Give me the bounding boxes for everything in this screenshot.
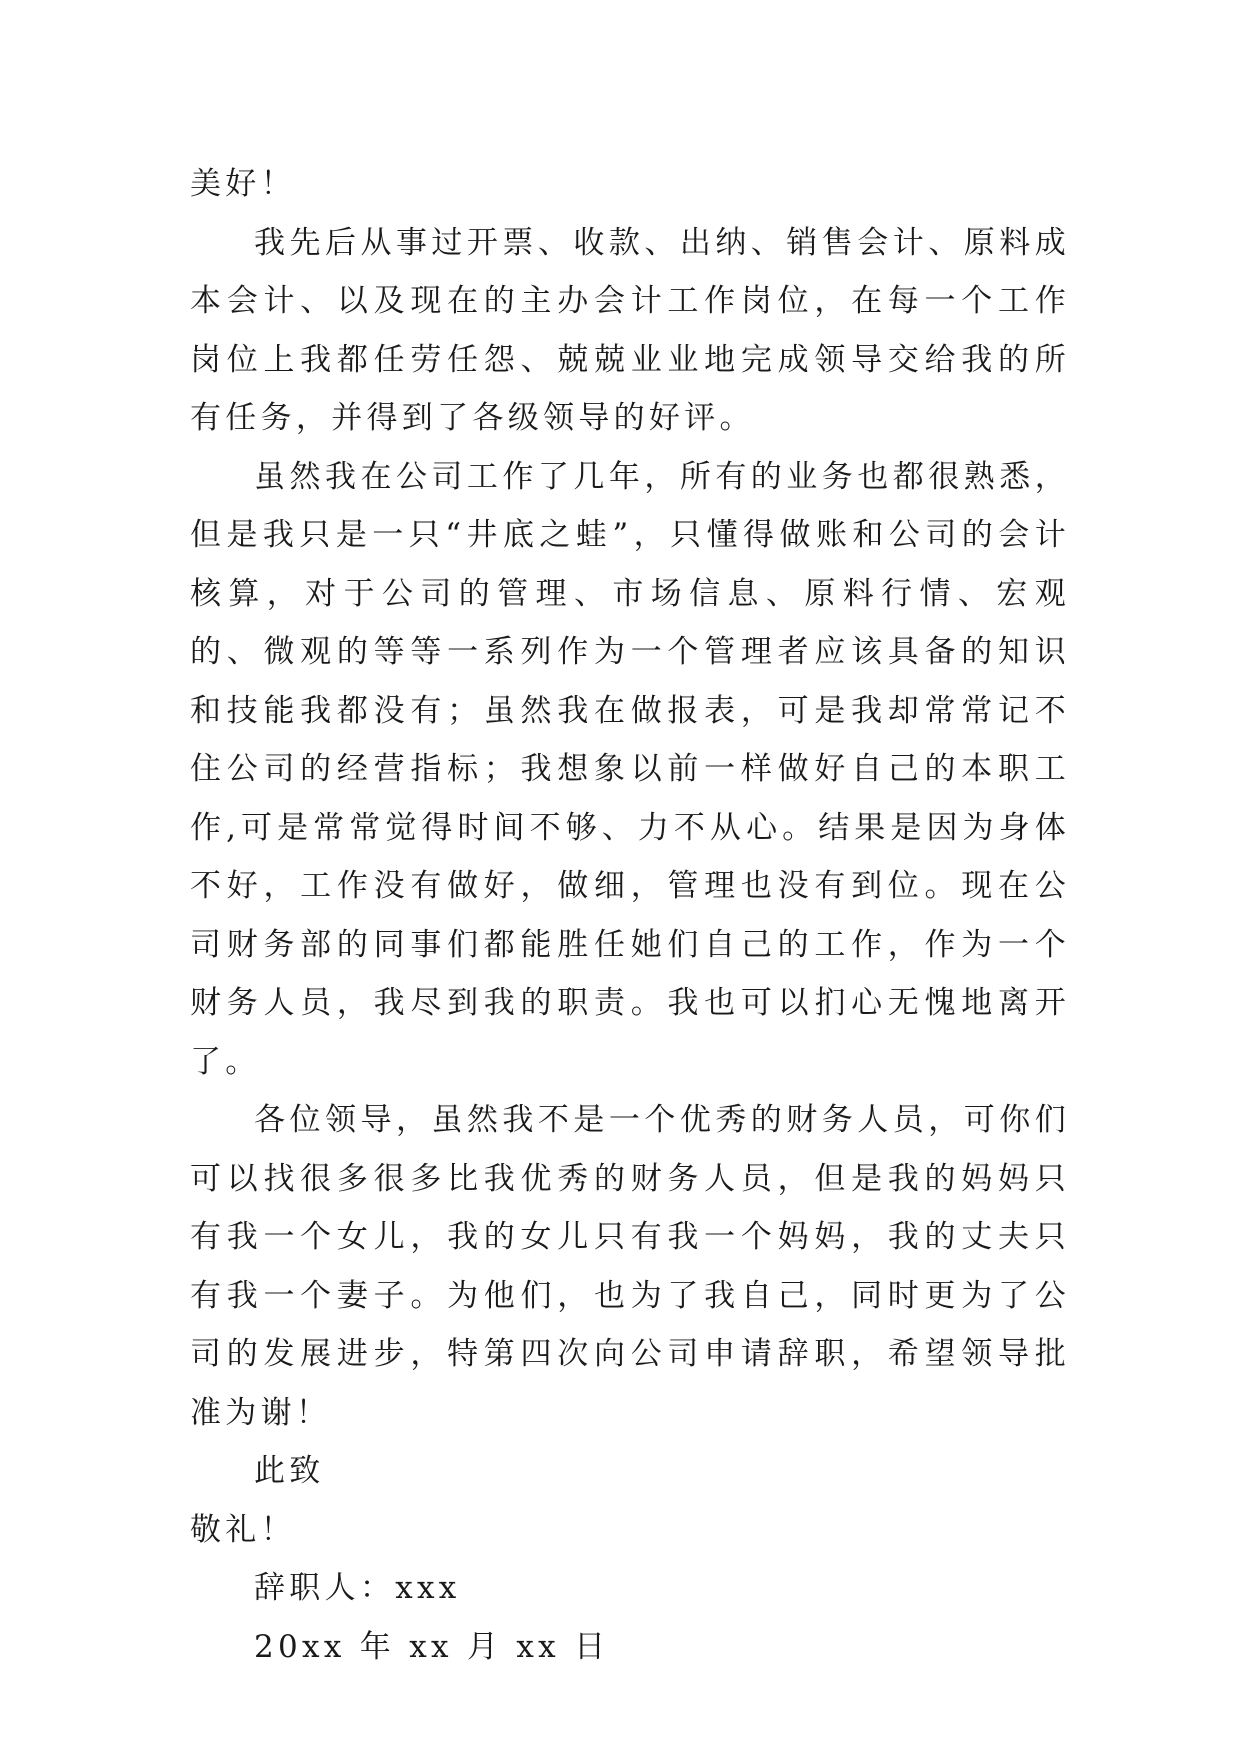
- paragraph-request: 各位领导，虽然我不是一个优秀的财务人员，可你们可以找很多很多比我优秀的财务人员，但是我的妈妈只有我一个女儿，我的女儿只有我一个妈妈，我的丈夫只有我一个妻子。为他们，也为了我自己，同时更为了公司的发展进步，特第四次向公司申请辞职，希望领导批准为谢！: [190, 1102, 1070, 1431]
- paragraph-reflection: 虽然我在公司工作了几年，所有的业务也都很熟悉，但是我只是一只“井底之蛙”，只懂得做账和公司的会计核算，对于公司的管理、市场信息、原料行情、宏观的、微观的等等一系列作为一个管理者应该具备的知识和技能我都没有；虽然我在做报表，可是我却常常记不住公司的经营指标；我想象以前一样做好自己的本职工作,可是常常觉得时间不够、力不从心。结果是因为身体不好，工作没有做好，做细，管理也没有到位。现在公司财务部的同事们都能胜任她们自己的工作，作为一个财务人员，我尽到我的职责。我也可以扪心无愧地离开了。: [190, 458, 1070, 1080]
- letter-body: [190, 155, 1070, 1676]
- paragraph-work-history: 我先后从事过开票、收款、出纳、销售会计、原料成本会计、以及现在的主办会计工作岗位，在每一个工作岗位上我都任劳任怨、兢兢业业地完成领导交给我的所有任务，并得到了各级领导的好评。: [190, 224, 1070, 436]
- closing-respect: 敬礼！: [190, 1511, 296, 1548]
- date-line: 20xx 年 xx 月 xx 日: [254, 1628, 610, 1665]
- closing-salutation: 此致: [254, 1453, 325, 1489]
- greeting-end: 美好！: [190, 166, 296, 202]
- signature-line: 辞职人：xxx: [254, 1570, 461, 1606]
